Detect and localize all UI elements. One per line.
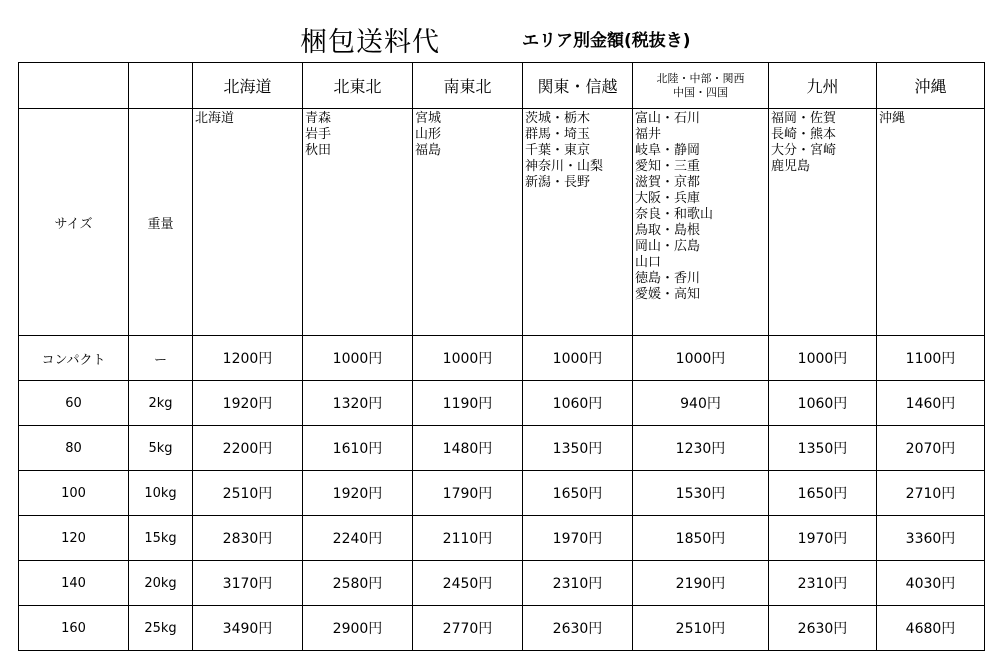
prefecture-row <box>19 109 985 336</box>
price-cell: 1000円 <box>633 336 769 381</box>
prefecture-item: 新潟・長野 <box>525 175 591 190</box>
price-cell: 2710円 <box>877 471 985 516</box>
prefecture-item: 沖縄 <box>879 111 906 126</box>
prefecture-item: 大阪・兵庫 <box>635 191 701 206</box>
price-cell: 1200円 <box>193 336 303 381</box>
price-cell: 2510円 <box>633 606 769 651</box>
price-cell: 2200円 <box>193 426 303 471</box>
prefecture-list <box>769 109 877 336</box>
region-header <box>769 63 877 109</box>
price-cell: 940円 <box>633 381 769 426</box>
price-cell: 1000円 <box>523 336 633 381</box>
header-empty-cell <box>19 63 129 109</box>
prefecture-list <box>193 109 303 336</box>
weight-cell: 5kg <box>129 426 193 471</box>
prefecture-item: 群馬・埼玉 <box>525 127 591 142</box>
price-cell: 2900円 <box>303 606 413 651</box>
price-cell: 2450円 <box>413 561 523 606</box>
region-header <box>413 63 523 109</box>
price-cell: 4680円 <box>877 606 985 651</box>
region-name: 九州 <box>806 77 839 96</box>
weight-cell: 25kg <box>129 606 193 651</box>
price-cell: 1100円 <box>877 336 985 381</box>
weight-cell: 10kg <box>129 471 193 516</box>
header-empty-cell <box>129 63 193 109</box>
prefecture-item: 奈良・和歌山 <box>635 207 714 222</box>
price-cell: 1000円 <box>303 336 413 381</box>
price-cell: 2830円 <box>193 516 303 561</box>
price-cell: 1650円 <box>769 471 877 516</box>
region-name-line2: 中国・四国 <box>673 85 728 99</box>
price-cell: 1190円 <box>413 381 523 426</box>
price-cell: 2510円 <box>193 471 303 516</box>
size-cell: 140 <box>19 561 129 606</box>
region-header-row <box>19 63 985 109</box>
region-name: 北東北 <box>333 77 382 96</box>
shipping-rate-table <box>18 62 985 651</box>
price-cell: 1610円 <box>303 426 413 471</box>
price-cell: 1920円 <box>303 471 413 516</box>
prefecture-list <box>633 109 769 336</box>
price-cell: 1460円 <box>877 381 985 426</box>
size-cell: 60 <box>19 381 129 426</box>
size-cell: 100 <box>19 471 129 516</box>
size-cell: 160 <box>19 606 129 651</box>
size-cell: コンパクト <box>19 336 129 381</box>
region-name: 北陸・中部・関西 <box>656 71 745 85</box>
prefecture-item: 愛媛・高知 <box>635 287 701 302</box>
prefecture-item: 福井 <box>635 127 662 142</box>
region-header <box>523 63 633 109</box>
weight-cell: 20kg <box>129 561 193 606</box>
price-cell: 1060円 <box>769 381 877 426</box>
prefecture-list <box>303 109 413 336</box>
price-cell: 2190円 <box>633 561 769 606</box>
table-row <box>19 336 985 381</box>
price-cell: 1230円 <box>633 426 769 471</box>
prefecture-item: 岐阜・静岡 <box>635 143 701 158</box>
prefecture-list <box>523 109 633 336</box>
table-row <box>19 606 985 651</box>
prefecture-list <box>877 109 985 336</box>
page-title: 梱包送料代 <box>300 27 440 58</box>
prefecture-item: 滋賀・京都 <box>635 175 701 190</box>
prefecture-item: 茨城・栃木 <box>525 111 591 126</box>
price-cell: 2310円 <box>523 561 633 606</box>
region-name: 関東・信越 <box>537 77 618 96</box>
price-cell: 1530円 <box>633 471 769 516</box>
page-subtitle: エリア別金額(税抜き) <box>522 31 691 51</box>
prefecture-item: 秋田 <box>305 143 332 158</box>
prefecture-item: 岩手 <box>305 127 332 142</box>
price-cell: 2070円 <box>877 426 985 471</box>
table-row <box>19 516 985 561</box>
price-cell: 1480円 <box>413 426 523 471</box>
prefecture-item: 山形 <box>415 127 442 142</box>
price-cell: 3170円 <box>193 561 303 606</box>
region-name: 北海道 <box>223 77 272 96</box>
size-cell: 80 <box>19 426 129 471</box>
prefecture-item: 北海道 <box>195 111 235 126</box>
prefecture-item: 山口 <box>635 255 662 270</box>
price-cell: 1920円 <box>193 381 303 426</box>
prefecture-list <box>413 109 523 336</box>
prefecture-item: 長崎・熊本 <box>771 127 837 142</box>
region-header <box>303 63 413 109</box>
price-cell: 1060円 <box>523 381 633 426</box>
price-cell: 1350円 <box>523 426 633 471</box>
price-cell: 1850円 <box>633 516 769 561</box>
size-cell: 120 <box>19 516 129 561</box>
region-header <box>633 63 769 109</box>
weight-cell: ー <box>129 336 193 381</box>
prefecture-item: 福島 <box>415 143 442 158</box>
prefecture-item: 千葉・東京 <box>525 143 591 158</box>
price-cell: 1970円 <box>523 516 633 561</box>
prefecture-item: 神奈川・山梨 <box>525 159 604 174</box>
table-row <box>19 426 985 471</box>
price-cell: 2110円 <box>413 516 523 561</box>
region-name: 沖縄 <box>914 77 947 96</box>
price-cell: 2630円 <box>769 606 877 651</box>
region-header <box>877 63 985 109</box>
region-name: 南東北 <box>443 77 492 96</box>
weight-cell: 2kg <box>129 381 193 426</box>
prefecture-item: 鹿児島 <box>771 159 811 174</box>
price-cell: 1000円 <box>413 336 523 381</box>
size-label: サイズ <box>19 109 129 336</box>
table-row <box>19 381 985 426</box>
prefecture-item: 大分・宮崎 <box>771 143 837 158</box>
table-row <box>19 471 985 516</box>
prefecture-item: 青森 <box>305 111 332 126</box>
weight-label: 重量 <box>129 109 193 336</box>
prefecture-item: 鳥取・島根 <box>635 223 701 238</box>
prefecture-item: 徳島・香川 <box>635 271 701 286</box>
price-cell: 1000円 <box>769 336 877 381</box>
weight-cell: 15kg <box>129 516 193 561</box>
prefecture-item: 富山・石川 <box>635 111 701 126</box>
price-cell: 1320円 <box>303 381 413 426</box>
prefecture-item: 福岡・佐賀 <box>771 111 837 126</box>
price-cell: 3490円 <box>193 606 303 651</box>
price-cell: 2240円 <box>303 516 413 561</box>
price-cell: 2580円 <box>303 561 413 606</box>
price-cell: 2630円 <box>523 606 633 651</box>
price-cell: 1970円 <box>769 516 877 561</box>
prefecture-item: 岡山・広島 <box>635 239 701 254</box>
price-cell: 4030円 <box>877 561 985 606</box>
prefecture-item: 宮城 <box>415 111 442 126</box>
table-row <box>19 561 985 606</box>
price-cell: 1790円 <box>413 471 523 516</box>
prefecture-item: 愛知・三重 <box>635 159 701 174</box>
price-cell: 2770円 <box>413 606 523 651</box>
price-cell: 2310円 <box>769 561 877 606</box>
price-cell: 3360円 <box>877 516 985 561</box>
price-cell: 1350円 <box>769 426 877 471</box>
region-header <box>193 63 303 109</box>
price-cell: 1650円 <box>523 471 633 516</box>
